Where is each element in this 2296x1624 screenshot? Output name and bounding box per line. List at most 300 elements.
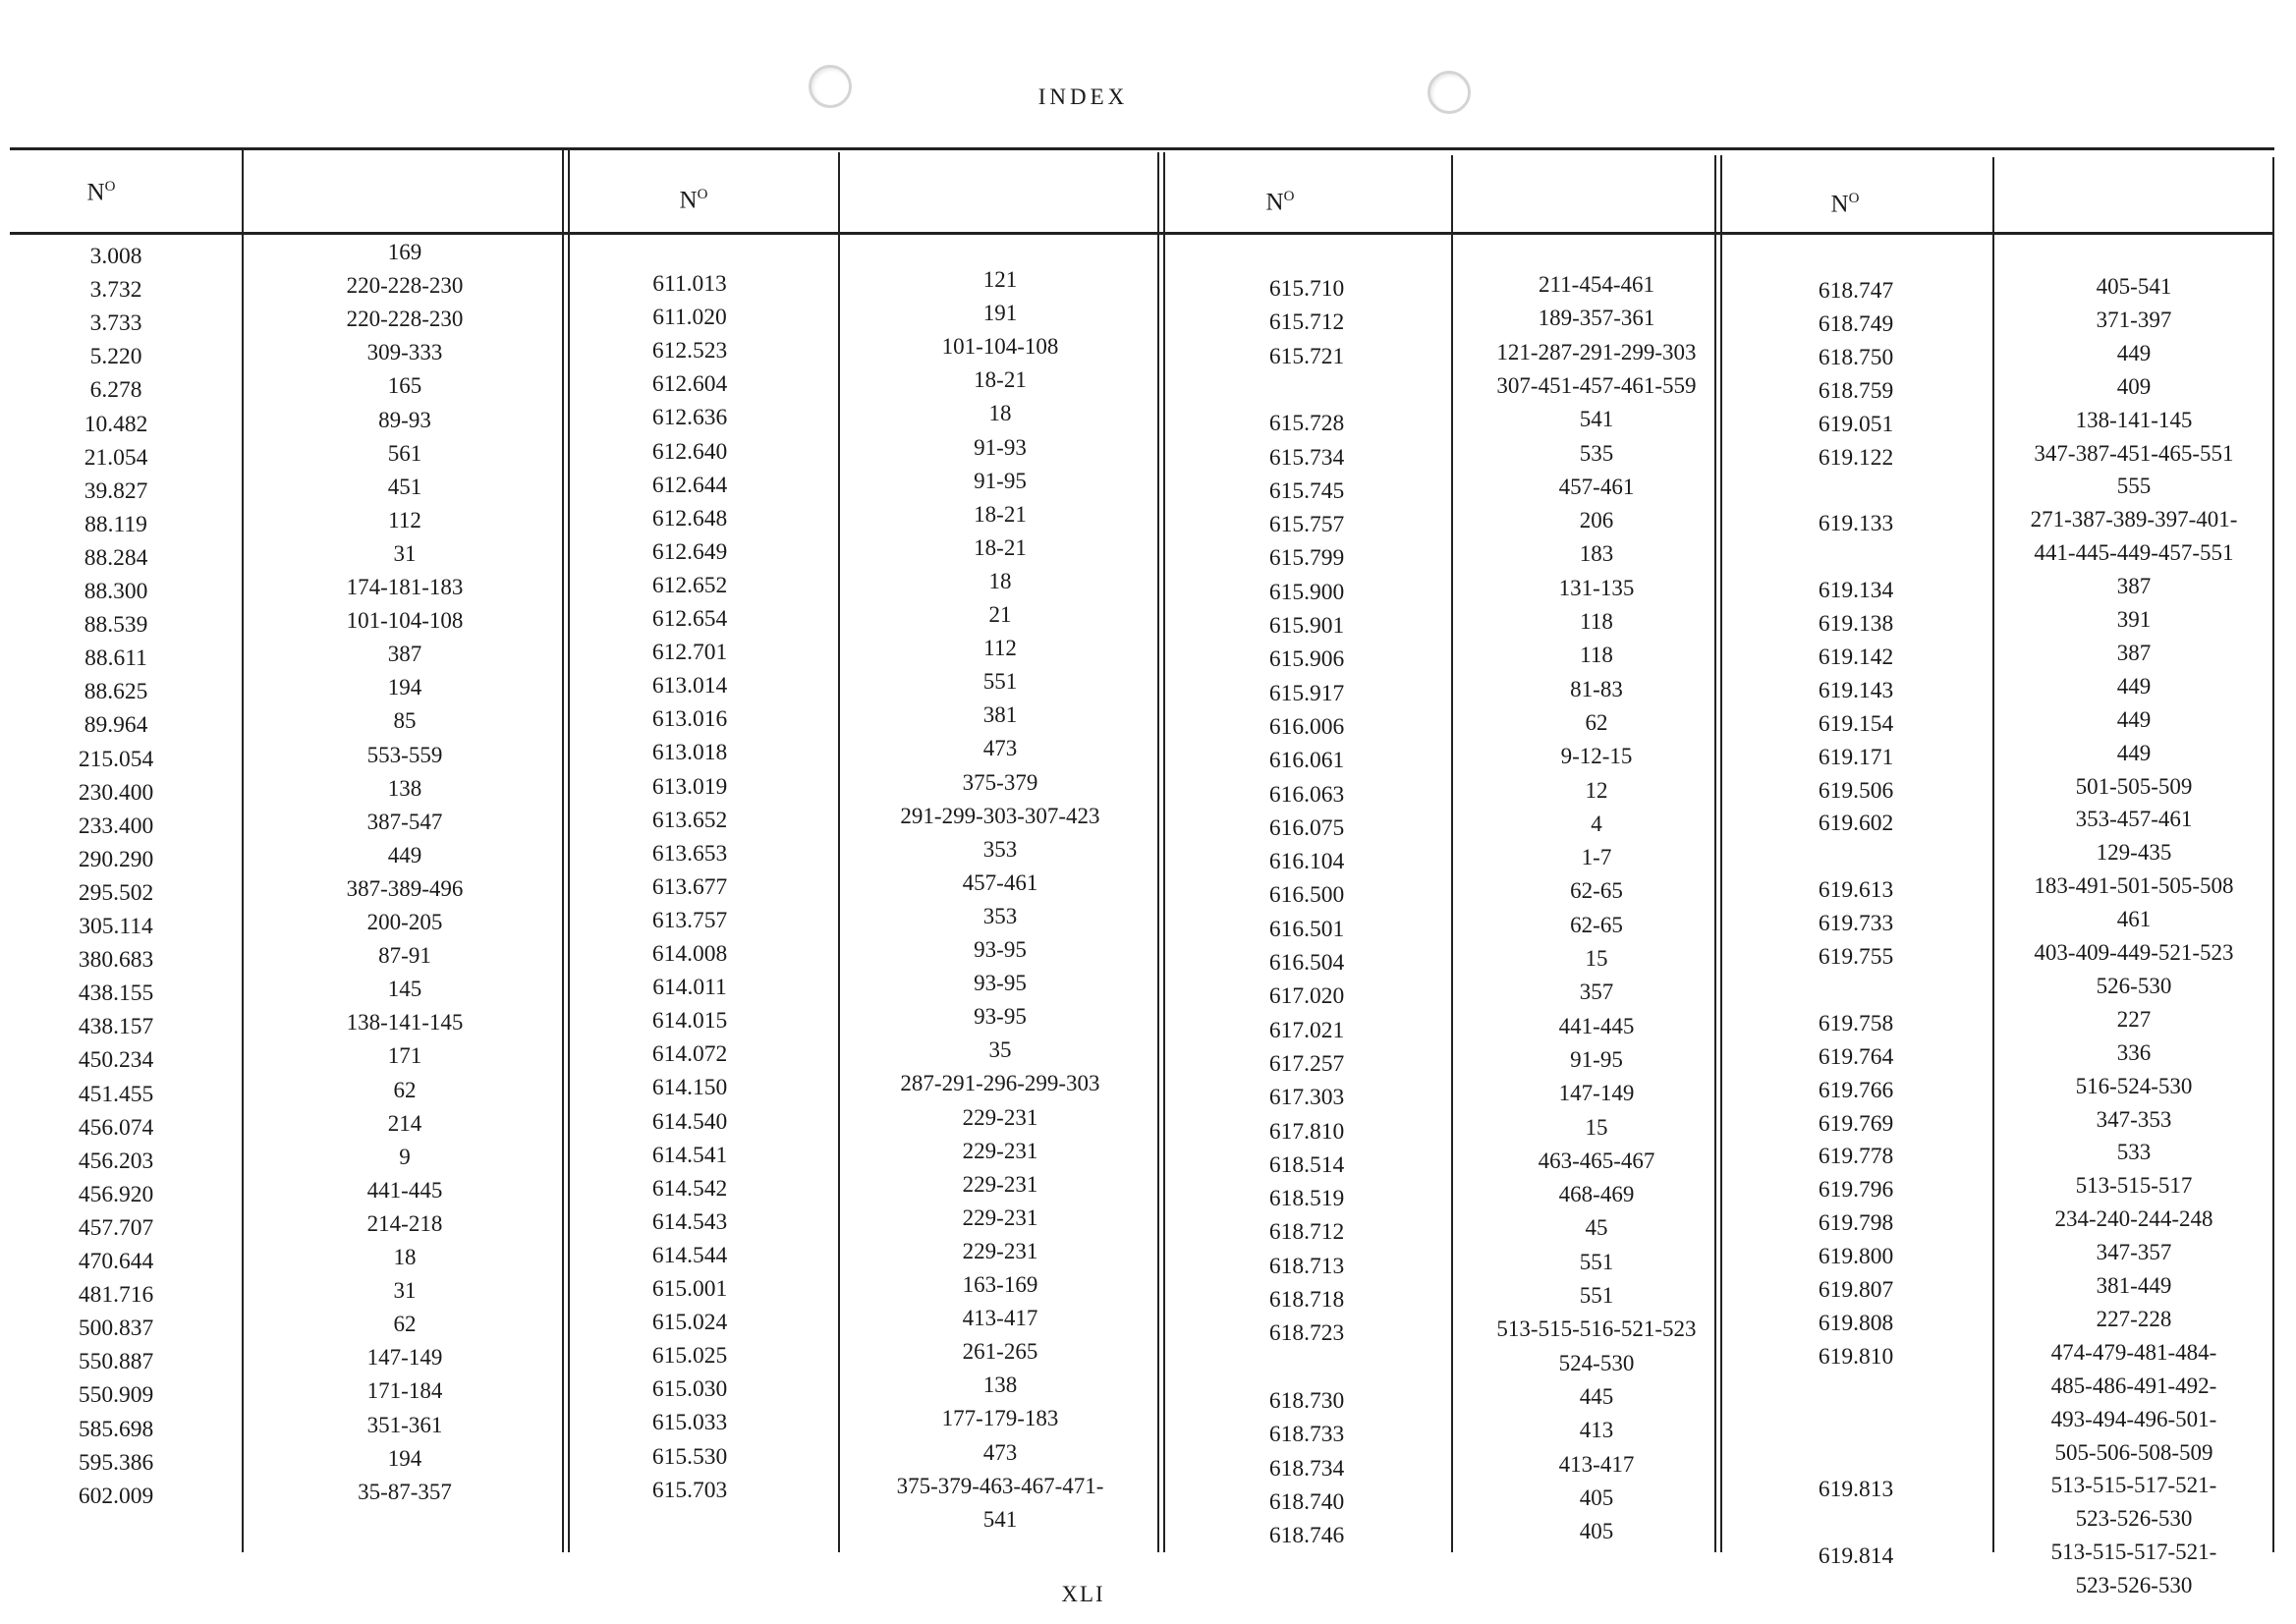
page-references: 9 — [399, 1144, 411, 1169]
page-references: 15 — [1585, 1114, 1608, 1140]
page-references: 474-479-481-484- — [2050, 1339, 2217, 1365]
index-number: 614.011 — [652, 975, 727, 1001]
page-references: 91-95 — [1570, 1046, 1623, 1072]
index-number: 612.649 — [651, 538, 728, 565]
index-number: 614.543 — [651, 1208, 728, 1235]
index-number: 619.758 — [1818, 1010, 1894, 1036]
index-number: 619.813 — [1818, 1477, 1894, 1503]
page-references: 138 — [387, 775, 422, 801]
page-references: 449 — [2116, 340, 2152, 365]
page-references: 214-218 — [366, 1210, 443, 1236]
index-number: 619.506 — [1818, 777, 1894, 804]
index-number: 457.707 — [78, 1214, 154, 1241]
page-references: 177-179-183 — [941, 1406, 1059, 1431]
page-references: 21 — [988, 602, 1012, 627]
index-number: 612.648 — [651, 505, 728, 532]
index-number: 88.539 — [84, 612, 148, 639]
index-number: 619.764 — [1818, 1043, 1894, 1070]
index-number: 619.766 — [1818, 1077, 1894, 1103]
page-title: INDEX — [1037, 84, 1129, 109]
page-references: 35-87-357 — [358, 1479, 452, 1504]
page-references: 200-205 — [366, 910, 443, 934]
page-references: 229-231 — [962, 1204, 1038, 1230]
page-references: 336 — [2116, 1039, 2152, 1065]
index-number: 613.757 — [651, 907, 728, 933]
index-number: 456.203 — [78, 1148, 154, 1174]
index-number: 618.750 — [1818, 344, 1894, 370]
page-references: 413-417 — [962, 1306, 1038, 1331]
page-references: 9-12-15 — [1560, 744, 1633, 769]
index-number: 6.278 — [89, 377, 142, 404]
index-number: 230.400 — [78, 779, 154, 806]
index-number: 616.006 — [1268, 713, 1345, 740]
index-number: 617.810 — [1268, 1118, 1345, 1145]
index-number: 617.303 — [1268, 1085, 1345, 1111]
index-number: 613.653 — [651, 840, 728, 867]
index-number: 612.701 — [651, 640, 728, 666]
index-number: 550.887 — [78, 1349, 154, 1375]
index-number: 615.703 — [651, 1477, 728, 1503]
index-number: 295.502 — [78, 879, 154, 906]
page-references: 287-291-296-299-303 — [900, 1071, 1100, 1096]
index-number: 615.033 — [651, 1410, 728, 1436]
page-references: 227-228 — [2096, 1306, 2172, 1331]
index-number: 618.746 — [1268, 1523, 1345, 1549]
index-number: 215.054 — [78, 746, 154, 772]
index-number: 88.300 — [84, 579, 148, 604]
index-number: 3.008 — [89, 244, 142, 269]
page-references: 387 — [2116, 640, 2152, 665]
index-number: 619.733 — [1818, 911, 1894, 937]
index-number: 619.807 — [1818, 1277, 1894, 1303]
page-references: 129-435 — [2096, 840, 2172, 866]
page-references: 553-559 — [366, 742, 443, 767]
page-references: 165 — [387, 373, 422, 399]
index-number: 619.814 — [1818, 1543, 1894, 1570]
page-references: 457-461 — [962, 869, 1038, 895]
page-references: 121-287-291-299-303 — [1496, 339, 1697, 364]
page-references: 163-169 — [962, 1272, 1038, 1297]
page-references: 138-141-145 — [2075, 407, 2193, 432]
page-references: 62-65 — [1570, 912, 1623, 937]
page-references: 513-515-517 — [2075, 1173, 2193, 1199]
page-references: 131-135 — [1558, 575, 1635, 600]
page-references: 35 — [988, 1037, 1012, 1063]
page-references: 449 — [2116, 706, 2152, 732]
index-number: 619.769 — [1818, 1110, 1894, 1137]
index-number: 613.019 — [651, 773, 728, 800]
column-header-no: $N^O$ — [86, 179, 116, 206]
column-divider — [1451, 155, 1453, 1552]
index-number: 618.713 — [1268, 1253, 1345, 1279]
index-number: 618.730 — [1268, 1387, 1345, 1414]
page-references: 271-387-389-397-401- — [2030, 507, 2238, 532]
page-references: 387-547 — [366, 809, 443, 834]
index-number: 615.530 — [651, 1443, 728, 1470]
page-references: 261-265 — [962, 1339, 1038, 1365]
page-references: 101-104-108 — [941, 334, 1059, 360]
index-number: 305.114 — [79, 914, 153, 939]
page-references: 138-141-145 — [346, 1010, 464, 1036]
index-number: 619.810 — [1818, 1343, 1894, 1370]
index-number: 617.257 — [1268, 1050, 1345, 1077]
index-number: 619.798 — [1818, 1210, 1894, 1237]
index-number: 614.542 — [651, 1175, 728, 1202]
page-references: 353-457-461 — [2075, 807, 2193, 832]
page-references: 18-21 — [974, 501, 1027, 527]
index-number: 615.712 — [1268, 309, 1345, 336]
page-references: 493-494-496-501- — [2050, 1406, 2217, 1431]
page-references: 62 — [1585, 709, 1608, 735]
page-references: 85 — [393, 708, 417, 734]
index-number: 618.759 — [1818, 377, 1894, 404]
index-number: 615.757 — [1268, 512, 1345, 538]
index-number: 619.602 — [1818, 811, 1894, 837]
page-references: 473 — [982, 736, 1018, 761]
index-number: 88.119 — [84, 511, 147, 537]
page-references: 523-526-530 — [2075, 1506, 2193, 1532]
page-references: 93-95 — [974, 937, 1027, 962]
index-number: 615.799 — [1268, 545, 1345, 572]
page-references: 112 — [983, 636, 1017, 661]
header-bottom-rule — [10, 232, 2274, 235]
index-number: 619.133 — [1818, 511, 1894, 537]
page-references: 451 — [387, 474, 422, 499]
index-number: 619.808 — [1818, 1310, 1894, 1336]
index-number: 615.721 — [1268, 343, 1345, 369]
index-number: 613.016 — [651, 706, 728, 733]
index-number: 612.640 — [651, 438, 728, 465]
page-references: 371-397 — [2096, 307, 2172, 332]
page-references: 307-451-457-461-559 — [1496, 372, 1697, 398]
index-number: 614.008 — [651, 941, 728, 967]
index-number: 456.074 — [78, 1114, 154, 1141]
page-references: 541 — [982, 1506, 1018, 1532]
page-references: 206 — [1579, 508, 1614, 533]
page-references: 229-231 — [962, 1238, 1038, 1263]
index-number: 619.142 — [1818, 644, 1894, 670]
index-number: 618.740 — [1268, 1488, 1345, 1515]
index-number: 618.519 — [1268, 1186, 1345, 1212]
index-number: 456.920 — [78, 1181, 154, 1207]
page-references: 541 — [1579, 407, 1614, 432]
index-number: 615.901 — [1268, 613, 1345, 639]
page-references: 381 — [982, 702, 1018, 728]
page-references: 15 — [1585, 946, 1608, 971]
page-references: 220-228-230 — [346, 307, 464, 332]
index-number: 612.654 — [651, 606, 728, 632]
index-number: 618.733 — [1268, 1422, 1345, 1448]
page-references: 183 — [1579, 541, 1614, 567]
page-references: 81-83 — [1570, 676, 1623, 701]
index-number: 619.755 — [1818, 944, 1894, 970]
page-references: 441-445 — [366, 1177, 443, 1203]
index-number: 481.716 — [78, 1282, 154, 1309]
index-number: 616.075 — [1268, 814, 1345, 841]
page-references: 93-95 — [974, 971, 1027, 996]
page-references: 449 — [387, 842, 422, 868]
page-references: 89-93 — [378, 407, 431, 432]
index-number: 616.104 — [1268, 849, 1345, 875]
page-references: 353 — [982, 903, 1018, 928]
index-number: 619.613 — [1818, 877, 1894, 904]
index-number: 611.020 — [652, 305, 727, 331]
index-number: 615.745 — [1268, 477, 1345, 504]
index-number: 618.712 — [1268, 1219, 1345, 1246]
index-number: 438.157 — [78, 1014, 154, 1040]
index-number: 615.001 — [651, 1276, 728, 1302]
page-references: 461 — [2116, 907, 2152, 932]
page-references: 391 — [2116, 607, 2152, 632]
index-number: 612.604 — [651, 371, 728, 398]
page-references: 441-445 — [1558, 1013, 1635, 1038]
index-number: 612.523 — [651, 338, 728, 364]
page-references: 505-506-508-509 — [2054, 1439, 2213, 1465]
page-references: 194 — [387, 675, 422, 700]
page-references: 18 — [988, 401, 1012, 426]
page-references: 513-515-517-521- — [2050, 1473, 2217, 1498]
index-number: 611.013 — [652, 271, 727, 297]
page-references: 405-541 — [2096, 274, 2172, 299]
index-number: 614.072 — [651, 1041, 728, 1068]
page-references: 174-181-183 — [346, 575, 464, 599]
page-references: 147-149 — [1558, 1081, 1635, 1106]
index-number: 618.734 — [1268, 1455, 1345, 1482]
index-number: 617.020 — [1268, 983, 1345, 1010]
index-number: 550.909 — [78, 1382, 154, 1409]
page-references: 405 — [1579, 1519, 1614, 1544]
page-references: 18 — [393, 1245, 417, 1269]
page-references: 227 — [2116, 1006, 2152, 1032]
page-references: 214 — [387, 1110, 422, 1136]
page-references: 211-454-461 — [1539, 272, 1654, 297]
page-references: 463-465-467 — [1538, 1148, 1655, 1173]
index-number: 290.290 — [78, 846, 154, 872]
page-references: 347-353 — [2096, 1106, 2172, 1132]
index-number: 614.540 — [651, 1108, 728, 1135]
page-references: 413 — [1579, 1418, 1614, 1443]
page-references: 387-389-496 — [346, 875, 464, 901]
table-top-rule — [10, 147, 2274, 150]
page-references: 445 — [1579, 1383, 1614, 1409]
page-references: 291-299-303-307-423 — [900, 803, 1100, 828]
page-references: 555 — [2116, 474, 2152, 499]
page-references: 229-231 — [962, 1104, 1038, 1130]
index-number: 3.732 — [89, 277, 142, 304]
table-right-border — [2272, 157, 2274, 1552]
page-references: 449 — [2116, 673, 2152, 699]
page-number: XLI — [1061, 1582, 1105, 1606]
index-number: 618.749 — [1818, 310, 1894, 337]
group-divider — [562, 147, 570, 1552]
index-number: 616.504 — [1268, 950, 1345, 976]
page-references: 194 — [387, 1445, 422, 1471]
page-references: 449 — [2116, 740, 2152, 765]
index-number: 500.837 — [78, 1316, 154, 1342]
page-references: 4 — [1591, 811, 1602, 836]
page-references: 551 — [1579, 1249, 1614, 1274]
column-divider — [1992, 157, 1994, 1552]
index-number: 470.644 — [78, 1249, 154, 1274]
index-number: 585.698 — [78, 1416, 154, 1442]
page-references: 18-21 — [974, 534, 1027, 560]
page-references: 18 — [988, 568, 1012, 593]
page-references: 409 — [2116, 373, 2152, 399]
column-divider — [242, 147, 244, 1552]
page-references: 403-409-449-521-523 — [2034, 940, 2234, 965]
index-number: 613.677 — [651, 873, 728, 900]
page-references: 112 — [388, 507, 421, 532]
page-references: 31 — [393, 540, 417, 566]
index-number: 615.900 — [1268, 579, 1345, 605]
page-references: 93-95 — [974, 1004, 1027, 1030]
index-number: 233.400 — [78, 812, 154, 839]
page-references: 473 — [982, 1439, 1018, 1465]
index-number: 595.386 — [78, 1449, 154, 1476]
page-references: 91-93 — [974, 434, 1027, 460]
index-number: 616.063 — [1268, 781, 1345, 808]
page-references: 91-95 — [974, 468, 1027, 493]
page-references: 171-184 — [366, 1378, 443, 1404]
page-references: 353 — [982, 836, 1018, 862]
index-number: 619.122 — [1818, 444, 1894, 471]
index-number: 615.710 — [1268, 276, 1345, 302]
index-number: 616.501 — [1268, 916, 1345, 942]
index-number: 619.051 — [1818, 411, 1894, 437]
index-number: 619.134 — [1818, 578, 1894, 604]
page-references: 145 — [387, 977, 422, 1002]
page-references: 62 — [393, 1312, 417, 1337]
page-references: 357 — [1579, 980, 1614, 1005]
index-number: 619.171 — [1818, 744, 1894, 770]
page-references: 220-228-230 — [346, 273, 464, 299]
index-number: 612.636 — [651, 405, 728, 431]
page-references: 234-240-244-248 — [2054, 1206, 2213, 1232]
page-references: 347-387-451-465-551 — [2034, 440, 2234, 466]
index-number: 618.514 — [1268, 1151, 1345, 1178]
page-references: 551 — [982, 669, 1018, 695]
page-references: 441-445-449-457-551 — [2034, 540, 2234, 566]
page-references: 413-417 — [1558, 1451, 1635, 1477]
page-references: 347-357 — [2096, 1240, 2172, 1265]
index-number: 3.733 — [89, 310, 142, 337]
page-references: 138 — [982, 1372, 1018, 1398]
index-number: 380.683 — [78, 947, 154, 974]
page-references: 62 — [393, 1077, 417, 1102]
page-references: 523-526-530 — [2075, 1573, 2193, 1598]
index-number: 618.747 — [1818, 278, 1894, 304]
page-references: 501-505-509 — [2075, 773, 2193, 799]
page-references: 147-149 — [366, 1345, 443, 1371]
page-references: 375-379 — [962, 769, 1038, 795]
page-references: 375-379-463-467-471- — [896, 1473, 1104, 1498]
page-references: 561 — [387, 440, 422, 466]
index-number: 616.061 — [1268, 748, 1345, 774]
page-references: 387 — [387, 642, 422, 667]
index-number: 88.611 — [84, 645, 147, 672]
index-number: 614.150 — [651, 1075, 728, 1101]
page-references: 169 — [387, 240, 422, 264]
page-references: 12 — [1585, 777, 1608, 803]
index-number: 615.024 — [651, 1310, 728, 1336]
page-references: 551 — [1579, 1283, 1614, 1308]
index-number: 615.906 — [1268, 646, 1345, 673]
index-number: 615.917 — [1268, 680, 1345, 706]
index-number: 616.500 — [1268, 882, 1345, 909]
index-number: 619.143 — [1818, 677, 1894, 703]
page-references: 513-515-517-521- — [2050, 1540, 2217, 1565]
page-references: 87-91 — [378, 943, 431, 969]
page-references: 516-524-530 — [2075, 1073, 2193, 1098]
index-number: 5.220 — [89, 344, 142, 370]
index-number: 602.009 — [78, 1483, 154, 1509]
page-references: 189-357-361 — [1538, 306, 1655, 331]
page-references: 118 — [1580, 643, 1613, 668]
page-references: 535 — [1579, 440, 1614, 466]
column-header-no: $N^O$ — [1265, 189, 1295, 216]
page-references: 351-361 — [366, 1412, 443, 1437]
index-number: 617.021 — [1268, 1017, 1345, 1043]
page-references: 45 — [1585, 1215, 1608, 1241]
page-references: 468-469 — [1558, 1182, 1635, 1207]
index-number: 21.054 — [84, 444, 148, 471]
index-number: 615.734 — [1268, 444, 1345, 471]
page-references: 524-530 — [1558, 1350, 1635, 1375]
index-number: 39.827 — [84, 477, 148, 504]
index-number: 615.025 — [651, 1343, 728, 1370]
index-number: 438.155 — [78, 980, 154, 1007]
page-references: 513-515-516-521-523 — [1496, 1316, 1697, 1342]
index-number: 612.652 — [651, 572, 728, 598]
index-number: 612.644 — [651, 472, 728, 498]
index-number: 615.030 — [651, 1376, 728, 1403]
page-references: 18-21 — [974, 367, 1027, 393]
index-number: 619.800 — [1818, 1244, 1894, 1270]
index-number: 614.015 — [651, 1008, 728, 1035]
index-number: 613.652 — [651, 807, 728, 833]
page-references: 457-461 — [1558, 474, 1635, 499]
page-references: 171 — [387, 1043, 422, 1069]
index-number: 613.014 — [651, 673, 728, 700]
page-references: 101-104-108 — [346, 608, 464, 634]
page-references: 191 — [982, 301, 1018, 326]
index-number: 614.541 — [651, 1142, 728, 1168]
index-number: 619.778 — [1818, 1144, 1894, 1170]
page-references: 381-449 — [2096, 1273, 2172, 1298]
index-number: 619.154 — [1818, 710, 1894, 737]
page-references: 121 — [982, 267, 1018, 292]
column-header-no: $N^O$ — [1830, 191, 1860, 218]
index-number: 613.018 — [651, 740, 728, 766]
page-references: 405 — [1579, 1484, 1614, 1510]
column-divider — [838, 152, 840, 1552]
page-references: 229-231 — [962, 1171, 1038, 1197]
index-number: 450.234 — [78, 1047, 154, 1074]
index-number: 619.796 — [1818, 1177, 1894, 1204]
page-references: 31 — [393, 1278, 417, 1304]
index-number: 619.138 — [1818, 611, 1894, 637]
index-number: 451.455 — [78, 1081, 154, 1107]
page-references: 62-65 — [1570, 878, 1623, 904]
page-references: 387 — [2116, 574, 2152, 599]
index-number: 618.718 — [1268, 1287, 1345, 1313]
group-divider — [1157, 152, 1165, 1552]
page-references: 183-491-501-505-508 — [2034, 873, 2234, 899]
page-references: 118 — [1580, 609, 1613, 634]
index-number: 615.728 — [1268, 411, 1345, 437]
page-references: 485-486-491-492- — [2050, 1372, 2217, 1398]
index-number: 88.284 — [84, 544, 148, 571]
